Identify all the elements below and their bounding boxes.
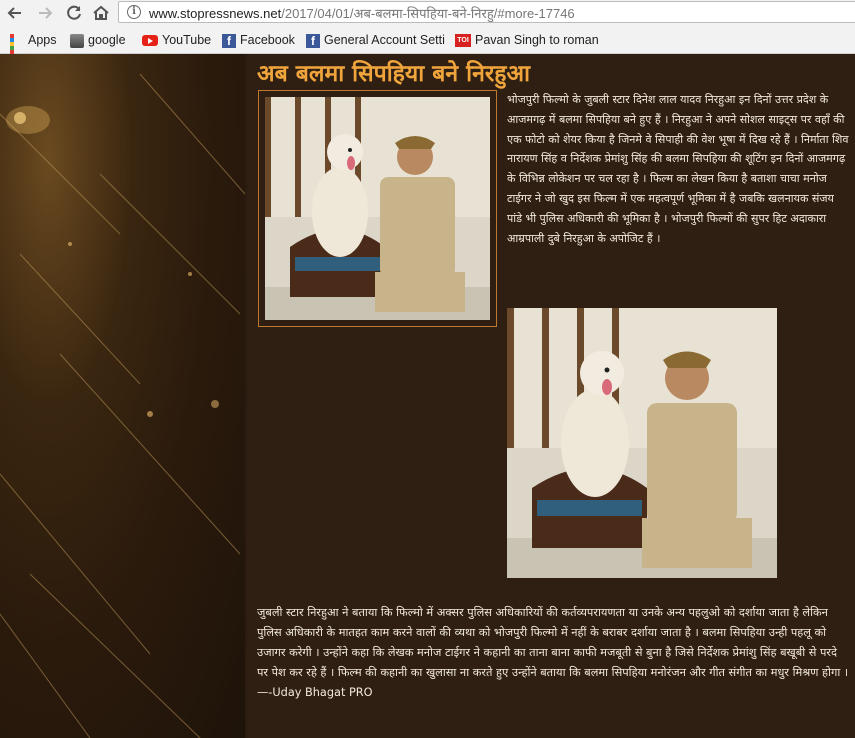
apps-grid-icon: [10, 34, 24, 48]
document-icon: [70, 34, 84, 48]
forward-arrow-icon[interactable]: [34, 2, 56, 24]
home-icon[interactable]: [90, 2, 112, 24]
youtube-icon: [142, 35, 158, 46]
navigation-bar: [0, 0, 855, 26]
bookmark-pavan-singh[interactable]: TOI Pavan Singh to roman: [455, 30, 599, 50]
bookmark-apps[interactable]: Apps: [10, 30, 57, 50]
bookmark-facebook[interactable]: f Facebook: [222, 30, 295, 50]
back-arrow-icon[interactable]: [4, 2, 26, 24]
reload-icon[interactable]: [63, 2, 85, 24]
address-bar[interactable]: [118, 1, 855, 23]
browser-chrome: [0, 0, 855, 54]
article-paragraph-1: भोजपुरी फिल्मो के जुबली स्टार दिनेश लाल यादव निरहुआ इन दिनों उत्तर प्रदेश के आजमगढ़ में बलमा सिपहिया बने हुए हैं । निरहुआ ने अपने सोशल साइट्स पर वहाँ की एक फोटो को शेयर किया है जिनमे वे सिपाही की वेश भूषा में दिख रहे हैं । निर्माता शिव नारायण सिंह व निर्देशक प्रेमांशु सिंह की बलमा सिपहिया की शूटिंग इन दिनों आजमगढ़ के विभिन्न लोकेशन पर चल रहा है । फिल्म का लेखन किया है बताशा चाचा मनोज टाईगर ने जो खुद इस फिल्म में एक महत्वपूर्ण भूमिका में है जबकि खलनायक संजय पांडे भी पुलिस अधिकारी की भूमिका है । भोजपुरी फिल्मों की सुपर हिट अदाकारा आम्रपाली दुबे निरहुआ के अपोजिट हैं ।: [507, 93, 849, 245]
bookmarks-bar: [0, 28, 855, 52]
bookmark-google[interactable]: google: [70, 30, 126, 50]
toi-icon: TOI: [455, 34, 471, 47]
article-content: [247, 54, 855, 738]
article-paragraph-2: जुबली स्टार निरहुआ ने बताया कि फिल्मो में अक्सर पुलिस अधिकारियों की कर्तव्यपरायणता या उनके अन्य पहलुओ को दर्शाया जाता है लेकिन पुलिस अधिकारी के मातहत काम करने वालों की व्यथा को भोजपुरी फिल्मो में नहीं के बराबर दर्शाया जाता है । बलमा सिपहिया उन्ही पहलू को उजागर करेगी । उन्होंने कहा कि लेखक मनोज टाईगर ने कहानी का ताना बाना काफी मजबूती से बुना है जिसे निर्देशक प्रेमांशु सिंह बखूबी से परदे पर पेश कर रहे हैं । फिल्म की कहानी का खुलासा ना करते हुए उन्होंने बताया कि बलमा सिपहिया मनोरंजन और गीत संगीत का मधुर मिश्रण होगा । —-Uday Bhagat PRO: [257, 606, 849, 699]
info-icon[interactable]: i: [127, 5, 141, 19]
webpage: [0, 54, 855, 738]
facebook-icon: f: [306, 34, 320, 48]
article-photo-framed: [258, 90, 497, 327]
bookmark-youtube[interactable]: YouTube: [142, 30, 211, 50]
article-photo: [507, 308, 777, 578]
facebook-icon: f: [222, 34, 236, 48]
background-artwork: [0, 54, 245, 738]
bookmark-general-account[interactable]: f General Account Setti: [306, 30, 445, 50]
article-title: अब बलमा सिपहिया बने निरहुआ: [257, 61, 530, 87]
url-text: www.stopressnews.net/2017/04/01/अब-बलमा-सिपहिया-बने-निरहु/#more-17746: [149, 6, 575, 21]
